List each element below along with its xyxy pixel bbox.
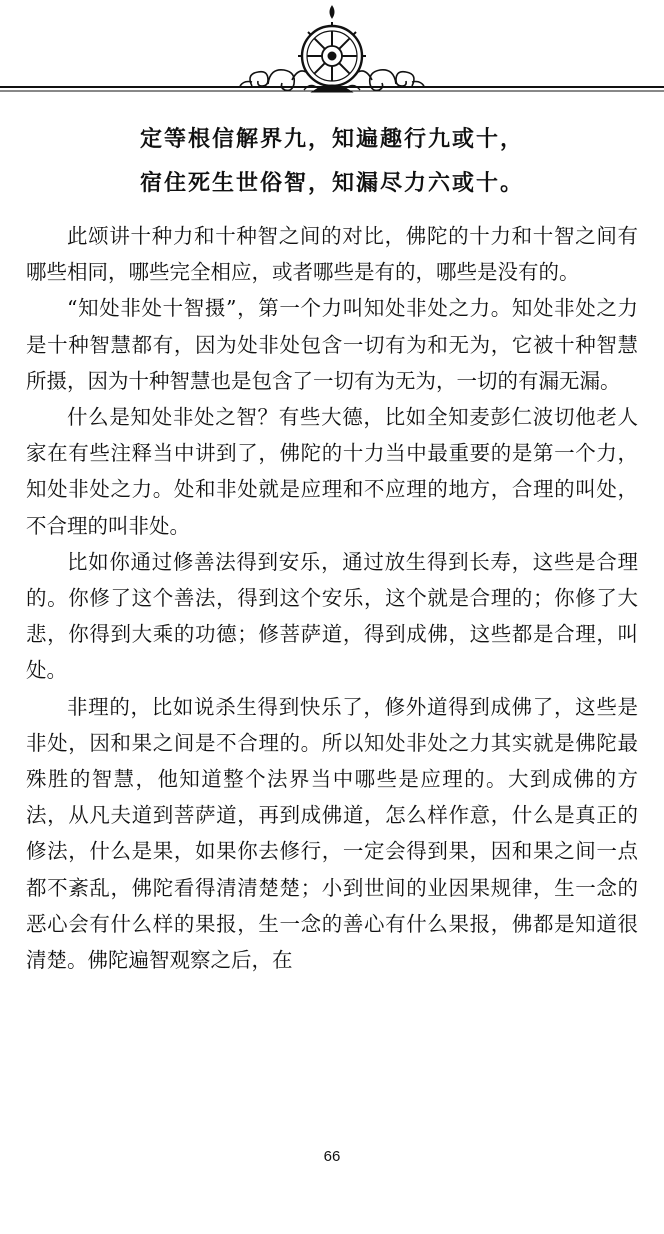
body-text bbox=[26, 218, 638, 978]
verse-line-2: 宿住死生世俗智，知漏尽力六或十。 bbox=[139, 171, 524, 196]
verse bbox=[0, 118, 664, 206]
paragraph: 什么是知处非处之智？有些大德，比如全知麦彭仁波切他老人家在有些注释当中讲到了，佛陀的十力当中最重要的是第一个力，知处非处之力。处和非处就是应理和不应理的地方，合理的叫处，不合理的叫非处。 bbox=[26, 405, 638, 538]
paragraph: 此颂讲十种力和十种智之间的对比，佛陀的十力和十智之间有哪些相同，哪些完全相应，或者哪些是有的，哪些是没有的。 bbox=[26, 224, 638, 285]
paragraph: 非理的，比如说杀生得到快乐了，修外道得到成佛了，这些是非处，因和果之间是不合理的。所以知处非处之力其实就是佛陀最殊胜的智慧，他知道整个法界当中哪些是应理的。大到成佛的方法，从凡夫道到菩萨道，再到成佛道，怎么样作意，什么是真正的修法，什么是果，如果你去修行，一定会得到果，因和果之间一点都不紊乱，佛陀看得清清楚楚；小到世间的业因果规律，生一念的恶心会有什么样的果报，生一念的善心有什么果报，佛都是知道很清楚。佛陀遍智观察之后，在 bbox=[26, 694, 638, 973]
page-header-ornament bbox=[0, 0, 664, 110]
page-number: 66 bbox=[323, 1148, 341, 1165]
paragraph: 比如你通过修善法得到安乐，通过放生得到长寿，这些是合理的。你修了这个善法，得到这个安乐，这个就是合理的；你修了大悲，你得到大乘的功德；修菩萨道，得到成佛，这些都是合理，叫处。 bbox=[26, 549, 638, 683]
dharma-wheel-icon bbox=[298, 6, 366, 92]
paragraph: “知处非处十智摄”，第一个力叫知处非处之力。知处非处之力是十种智慧都有，因为处非处包含一切有为和无为，它被十种智慧所摄，因为十种智慧也是包含了一切有为无为，一切的有漏无漏。 bbox=[26, 296, 638, 393]
verse-line-1: 定等根信解界九，知遍趣行九或十， bbox=[139, 127, 524, 152]
